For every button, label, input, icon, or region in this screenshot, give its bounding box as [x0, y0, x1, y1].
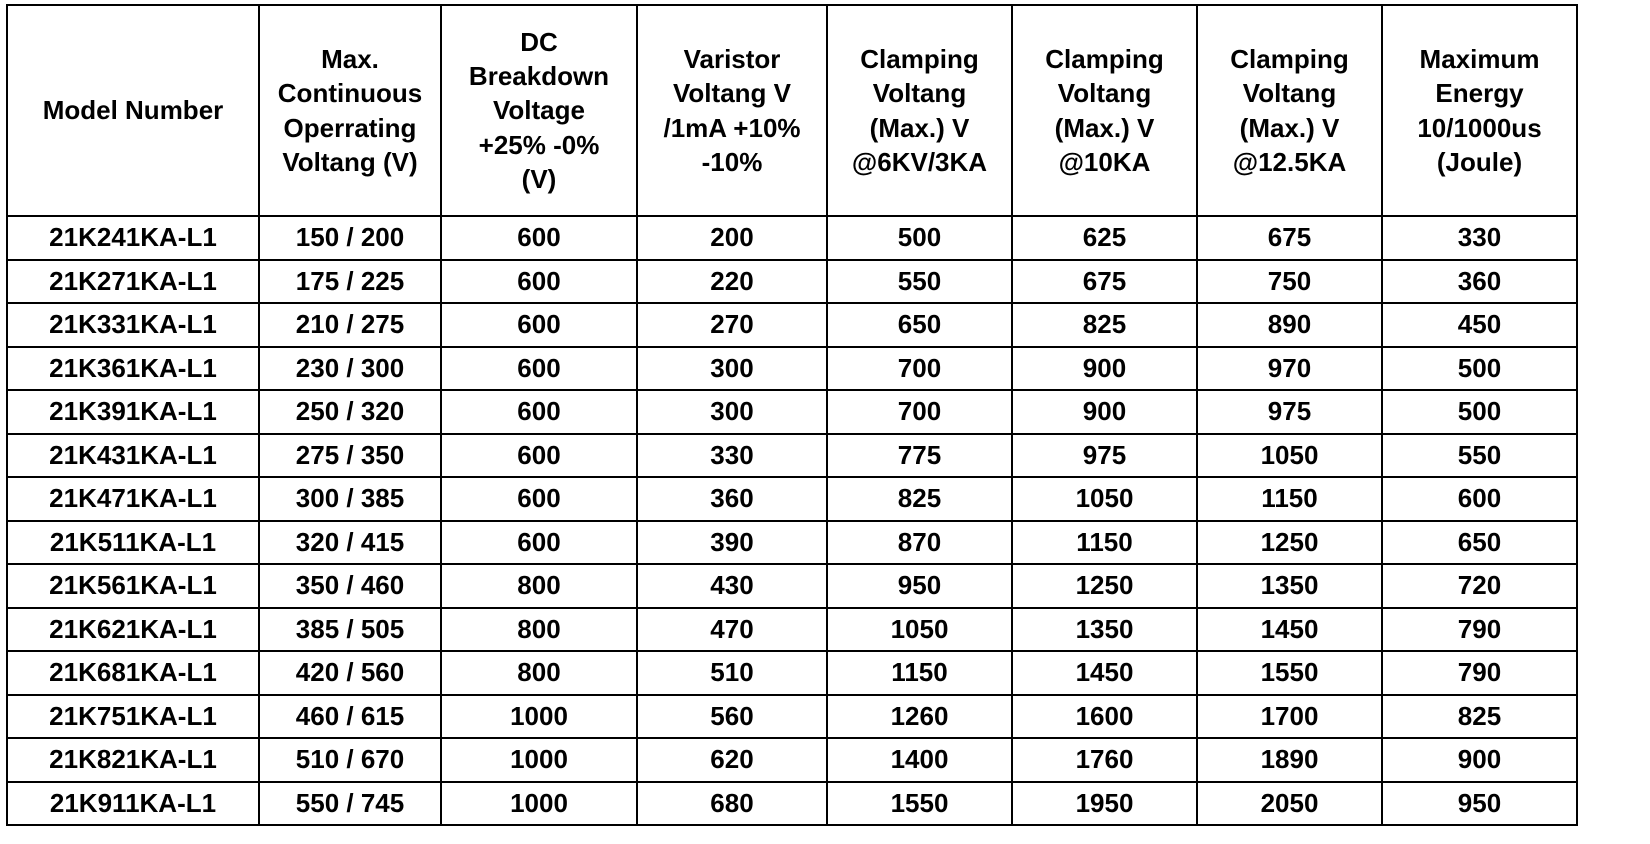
- data-cell: 510 / 670: [259, 738, 441, 782]
- data-cell: 790: [1382, 651, 1577, 695]
- column-header-line: Maximum: [1419, 43, 1540, 74]
- data-cell: 700: [827, 347, 1012, 391]
- data-cell: 600: [441, 521, 637, 565]
- model-number-cell: 21K821KA-L1: [7, 738, 259, 782]
- data-cell: 1700: [1197, 695, 1382, 739]
- data-cell: 870: [827, 521, 1012, 565]
- column-header-line: Voltang: [1057, 78, 1152, 109]
- column-header-line: (Max.) V: [1239, 112, 1340, 143]
- column-header-line: Breakdown: [468, 61, 610, 92]
- data-cell: 360: [637, 477, 827, 521]
- model-number-cell: 21K431KA-L1: [7, 434, 259, 478]
- data-cell: 1400: [827, 738, 1012, 782]
- data-cell: 560: [637, 695, 827, 739]
- data-cell: 450: [1382, 303, 1577, 347]
- data-cell: 275 / 350: [259, 434, 441, 478]
- column-header-7: [1382, 5, 1577, 216]
- data-cell: 800: [441, 564, 637, 608]
- data-cell: 420 / 560: [259, 651, 441, 695]
- data-cell: 220: [637, 260, 827, 304]
- data-cell: 460 / 615: [259, 695, 441, 739]
- column-header-line: Clamping: [1045, 43, 1164, 74]
- data-cell: 680: [637, 782, 827, 826]
- data-cell: 1250: [1197, 521, 1382, 565]
- data-cell: 700: [827, 390, 1012, 434]
- data-cell: 1260: [827, 695, 1012, 739]
- data-cell: 250 / 320: [259, 390, 441, 434]
- column-header-1: [259, 5, 441, 216]
- data-cell: 300 / 385: [259, 477, 441, 521]
- data-cell: 1150: [1197, 477, 1382, 521]
- table-row: [7, 738, 1577, 782]
- data-cell: 1050: [1197, 434, 1382, 478]
- data-cell: 620: [637, 738, 827, 782]
- table-row: [7, 347, 1577, 391]
- data-cell: 210 / 275: [259, 303, 441, 347]
- data-cell: 600: [441, 347, 637, 391]
- data-cell: 625: [1012, 216, 1197, 260]
- data-cell: 385 / 505: [259, 608, 441, 652]
- column-header-line: Clamping: [860, 43, 979, 74]
- table-row: [7, 216, 1577, 260]
- data-cell: 675: [1012, 260, 1197, 304]
- model-number-cell: 21K331KA-L1: [7, 303, 259, 347]
- column-header-line: @10KA: [1058, 146, 1151, 177]
- data-cell: 600: [1382, 477, 1577, 521]
- column-header-line: Voltang: [872, 78, 967, 109]
- column-header-line: Energy: [1435, 78, 1524, 109]
- column-header-line: DC: [520, 26, 558, 57]
- data-cell: 200: [637, 216, 827, 260]
- data-cell: 1350: [1197, 564, 1382, 608]
- data-cell: 150 / 200: [259, 216, 441, 260]
- column-header-line: @12.5KA: [1232, 146, 1347, 177]
- column-header-3: [637, 5, 827, 216]
- table-row: [7, 521, 1577, 565]
- data-cell: 1450: [1197, 608, 1382, 652]
- column-header-line: Clamping: [1230, 43, 1349, 74]
- column-header-5: [1012, 5, 1197, 216]
- table-row: [7, 695, 1577, 739]
- data-cell: 2050: [1197, 782, 1382, 826]
- table-row: [7, 608, 1577, 652]
- table-row: [7, 390, 1577, 434]
- data-cell: 390: [637, 521, 827, 565]
- data-cell: 825: [1382, 695, 1577, 739]
- data-cell: 300: [637, 390, 827, 434]
- data-cell: 720: [1382, 564, 1577, 608]
- data-cell: 320 / 415: [259, 521, 441, 565]
- data-cell: 650: [1382, 521, 1577, 565]
- column-header-line: (Max.) V: [869, 112, 970, 143]
- data-cell: 430: [637, 564, 827, 608]
- model-number-cell: 21K511KA-L1: [7, 521, 259, 565]
- data-cell: 900: [1012, 347, 1197, 391]
- data-cell: 790: [1382, 608, 1577, 652]
- data-cell: 750: [1197, 260, 1382, 304]
- data-cell: 550: [827, 260, 1012, 304]
- table-row: [7, 434, 1577, 478]
- column-header-2: [441, 5, 637, 216]
- data-cell: 175 / 225: [259, 260, 441, 304]
- data-cell: 1150: [827, 651, 1012, 695]
- table-row: [7, 260, 1577, 304]
- model-number-cell: 21K561KA-L1: [7, 564, 259, 608]
- model-number-cell: 21K271KA-L1: [7, 260, 259, 304]
- model-number-cell: 21K621KA-L1: [7, 608, 259, 652]
- column-header-line: +25% -0%: [478, 129, 600, 160]
- table-row: [7, 651, 1577, 695]
- data-cell: 600: [441, 390, 637, 434]
- column-header-line: Voltage: [493, 95, 585, 126]
- data-cell: 1000: [441, 782, 637, 826]
- data-cell: 500: [1382, 390, 1577, 434]
- data-cell: 800: [441, 608, 637, 652]
- data-cell: 950: [827, 564, 1012, 608]
- data-cell: 300: [637, 347, 827, 391]
- data-cell: 950: [1382, 782, 1577, 826]
- model-number-cell: 21K471KA-L1: [7, 477, 259, 521]
- table-header-row: [7, 5, 1577, 216]
- data-cell: 330: [637, 434, 827, 478]
- data-cell: 510: [637, 651, 827, 695]
- data-cell: 1950: [1012, 782, 1197, 826]
- column-header-line: Operrating: [283, 112, 417, 143]
- column-header-line: (Joule): [1436, 146, 1523, 177]
- data-cell: 650: [827, 303, 1012, 347]
- data-cell: 900: [1382, 738, 1577, 782]
- table-header: [7, 5, 1577, 216]
- data-cell: 975: [1012, 434, 1197, 478]
- data-cell: 1050: [827, 608, 1012, 652]
- model-number-cell: 21K391KA-L1: [7, 390, 259, 434]
- data-cell: 1000: [441, 738, 637, 782]
- model-number-cell: 21K911KA-L1: [7, 782, 259, 826]
- data-cell: 1350: [1012, 608, 1197, 652]
- column-header-line: Voltang (V): [282, 146, 418, 177]
- data-cell: 360: [1382, 260, 1577, 304]
- column-header-line: /1mA +10%: [663, 112, 801, 143]
- data-cell: 1150: [1012, 521, 1197, 565]
- column-header-line: Continuous: [277, 78, 423, 109]
- data-cell: 675: [1197, 216, 1382, 260]
- model-number-cell: 21K361KA-L1: [7, 347, 259, 391]
- data-cell: 550: [1382, 434, 1577, 478]
- data-cell: 900: [1012, 390, 1197, 434]
- table-row: [7, 564, 1577, 608]
- model-number-cell: 21K241KA-L1: [7, 216, 259, 260]
- data-cell: 600: [441, 434, 637, 478]
- data-cell: 970: [1197, 347, 1382, 391]
- data-cell: 500: [827, 216, 1012, 260]
- column-header-line: Voltang V: [673, 78, 791, 109]
- column-header-line: 10/1000us: [1417, 112, 1542, 143]
- data-cell: 600: [441, 260, 637, 304]
- column-header-0: [7, 5, 259, 216]
- data-cell: 1250: [1012, 564, 1197, 608]
- column-header-line: -10%: [701, 146, 763, 177]
- data-cell: 470: [637, 608, 827, 652]
- data-cell: 550 / 745: [259, 782, 441, 826]
- column-header-4: [827, 5, 1012, 216]
- data-cell: 500: [1382, 347, 1577, 391]
- data-cell: 1600: [1012, 695, 1197, 739]
- data-cell: 825: [1012, 303, 1197, 347]
- column-header-line: (Max.) V: [1054, 112, 1155, 143]
- column-header-line: Voltang: [1242, 78, 1337, 109]
- table-row: [7, 303, 1577, 347]
- data-cell: 1890: [1197, 738, 1382, 782]
- column-header-line: (V): [521, 163, 557, 194]
- column-header-6: [1197, 5, 1382, 216]
- data-cell: 975: [1197, 390, 1382, 434]
- data-cell: 775: [827, 434, 1012, 478]
- table-row: [7, 782, 1577, 826]
- data-cell: 600: [441, 216, 637, 260]
- data-cell: 1000: [441, 695, 637, 739]
- column-header-line: Varistor: [683, 43, 781, 74]
- data-cell: 1550: [827, 782, 1012, 826]
- data-cell: 1050: [1012, 477, 1197, 521]
- column-header-line: Model Number: [42, 95, 224, 126]
- data-cell: 825: [827, 477, 1012, 521]
- data-cell: 350 / 460: [259, 564, 441, 608]
- column-header-line: @6KV/3KA: [851, 146, 988, 177]
- data-cell: 600: [441, 303, 637, 347]
- varistor-spec-table: [6, 4, 1578, 826]
- data-cell: 270: [637, 303, 827, 347]
- data-cell: 600: [441, 477, 637, 521]
- data-cell: 1550: [1197, 651, 1382, 695]
- data-cell: 1450: [1012, 651, 1197, 695]
- data-cell: 800: [441, 651, 637, 695]
- model-number-cell: 21K681KA-L1: [7, 651, 259, 695]
- data-cell: 230 / 300: [259, 347, 441, 391]
- model-number-cell: 21K751KA-L1: [7, 695, 259, 739]
- data-cell: 890: [1197, 303, 1382, 347]
- column-header-line: Max.: [321, 43, 379, 74]
- table-body: [7, 216, 1577, 825]
- table-row: [7, 477, 1577, 521]
- data-cell: 1760: [1012, 738, 1197, 782]
- data-cell: 330: [1382, 216, 1577, 260]
